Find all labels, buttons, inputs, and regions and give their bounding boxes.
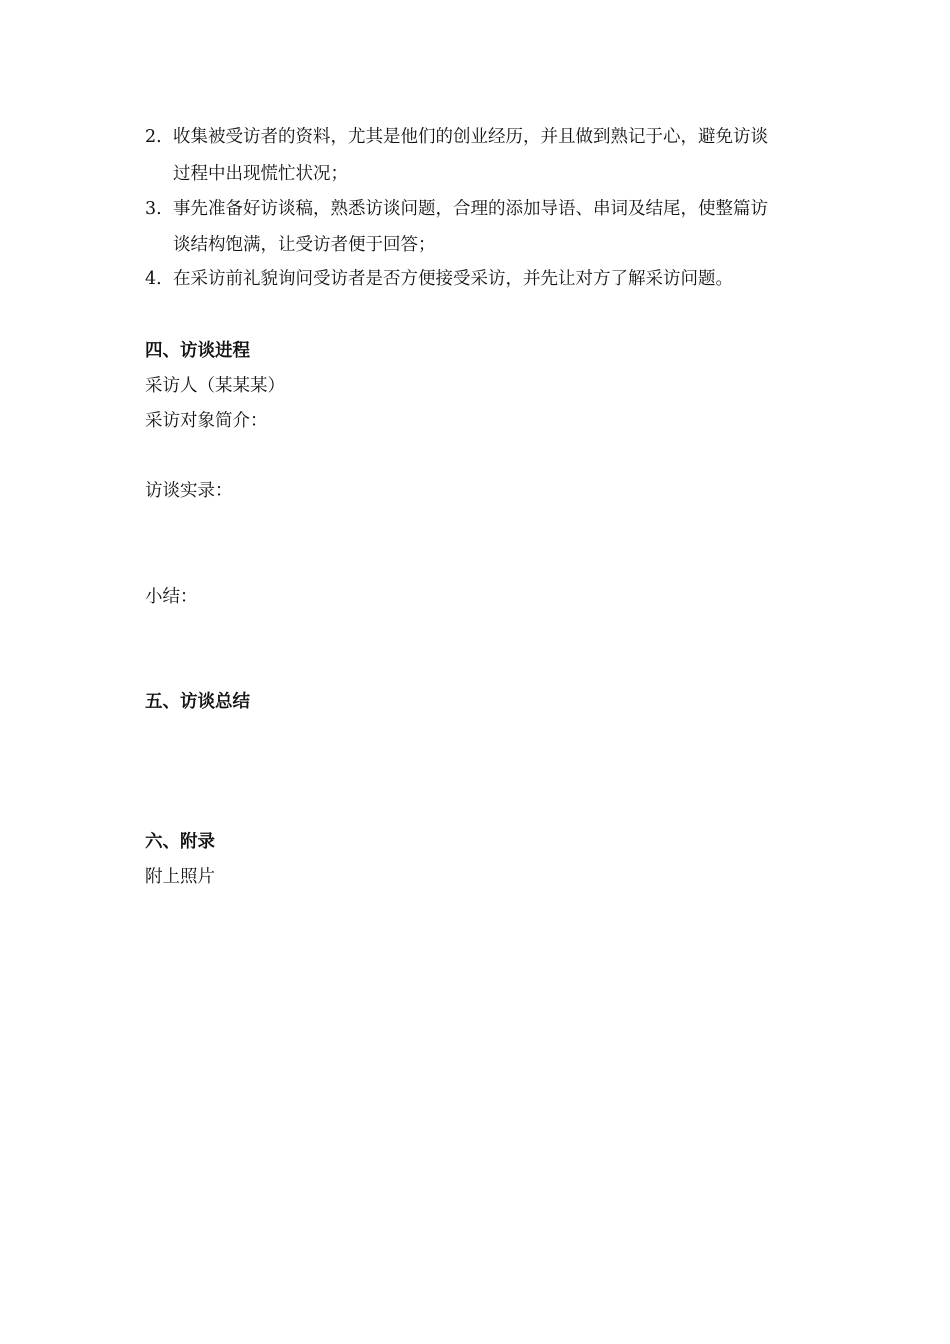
section-heading-interview-process: 四、访谈进程 — [145, 341, 250, 361]
list-number: 4. — [145, 269, 162, 289]
list-number: 2. — [145, 127, 162, 147]
subject-intro-label: 采访对象简介： — [145, 411, 268, 431]
list-number: 3. — [145, 199, 162, 219]
list-item-text: 收集被受访者的资料，尤其是他们的创业经历，并且做到熟记于心，避免访谈 — [173, 127, 768, 147]
list-item-text: 事先准备好访谈稿，熟悉访谈问题，合理的添加导语、串词及结尾，使整篇访 — [173, 199, 768, 219]
appendix-body: 附上照片 — [145, 867, 215, 887]
list-item-text: 在采访前礼貌询问受访者是否方便接受采访，并先让对方了解采访问题。 — [173, 269, 733, 289]
list-item-text-continued: 过程中出现慌忙状况； — [173, 164, 348, 184]
interviewer-line: 采访人（某某某） — [145, 376, 285, 396]
section-heading-interview-summary: 五、访谈总结 — [145, 692, 250, 712]
summary-label: 小结： — [145, 587, 198, 607]
section-heading-appendix: 六、附录 — [145, 832, 215, 852]
list-item-text-continued: 谈结构饱满，让受访者便于回答； — [173, 235, 436, 255]
interview-record-label: 访谈实录： — [145, 481, 233, 501]
